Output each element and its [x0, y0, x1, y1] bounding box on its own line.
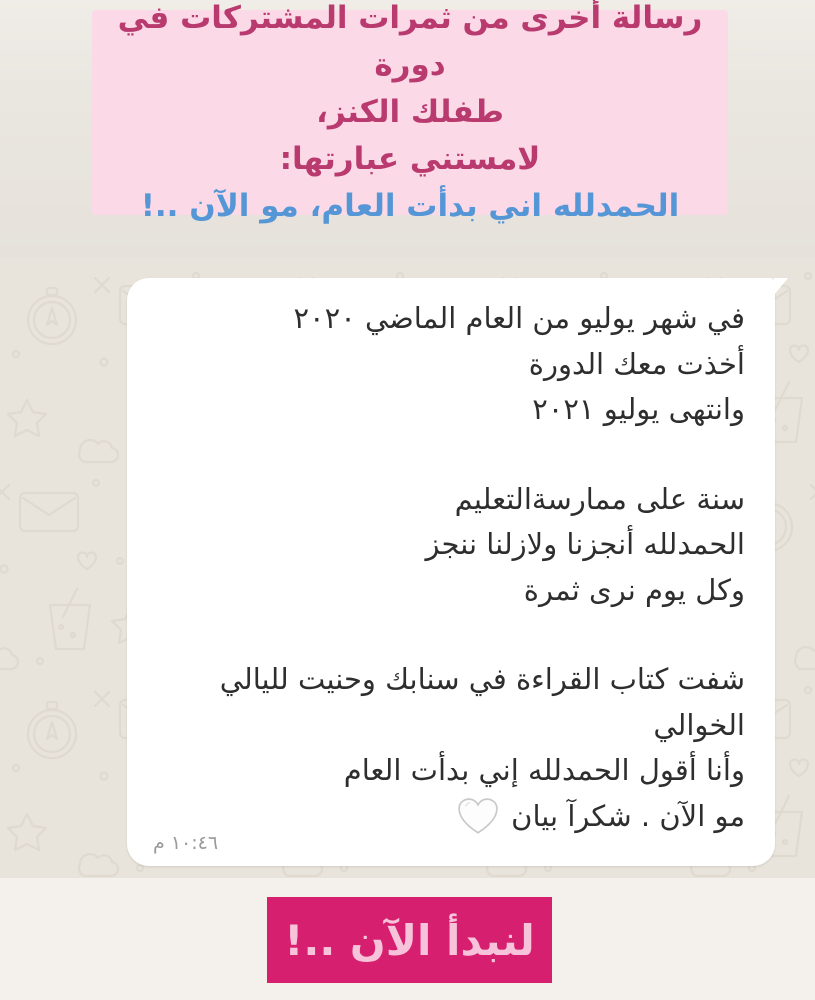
- message-paragraph: [151, 657, 745, 839]
- message-line: الخوالي: [653, 707, 745, 742]
- message-bubble[interactable]: [127, 278, 775, 866]
- message-line: وأنا أقول الحمدلله إني بدأت العام: [343, 753, 745, 787]
- message-line: في شهر يوليو من العام الماضي ٢٠٢٠: [293, 301, 745, 335]
- message-line: وكل يوم نرى ثمرة: [523, 572, 745, 607]
- announcement-highlight-line: الحمدلله اني بدأت العام، مو الآن ..!: [140, 188, 680, 224]
- announcement-line-2: طفلك الكنز،: [316, 94, 504, 130]
- start-now-button[interactable]: لنبدأ الآن ..!: [267, 897, 552, 983]
- message-last-line: [151, 794, 745, 840]
- bubble-tail: [774, 278, 788, 295]
- announcement-line-3: لامستني عبارتها:: [279, 141, 541, 177]
- announcement-card: [92, 0, 728, 224]
- announcement-line-1: رسالة أخرى من ثمرات المشتركات في دورة: [117, 0, 703, 83]
- white-heart-icon: [457, 797, 499, 837]
- message-paragraph: [151, 477, 745, 614]
- message-timestamp: ١٠:٤٦ م: [153, 832, 219, 854]
- message-line: سنة على ممارسةالتعليم: [454, 481, 745, 516]
- header-area: [0, 0, 815, 258]
- message-line-text: مو الآن . شكرآ بيان: [511, 798, 745, 833]
- message-line: وانتهى يوليو ٢٠٢١: [532, 392, 745, 426]
- message-line: شفت كتاب القراءة في سنابك وحنيت لليالي: [219, 662, 745, 696]
- message-line: الحمدلله أنجزنا ولازلنا ننجز: [425, 527, 745, 561]
- message-line: أخذت معك الدورة: [528, 346, 745, 381]
- chat-background: [0, 258, 815, 878]
- message-paragraph: [151, 296, 745, 433]
